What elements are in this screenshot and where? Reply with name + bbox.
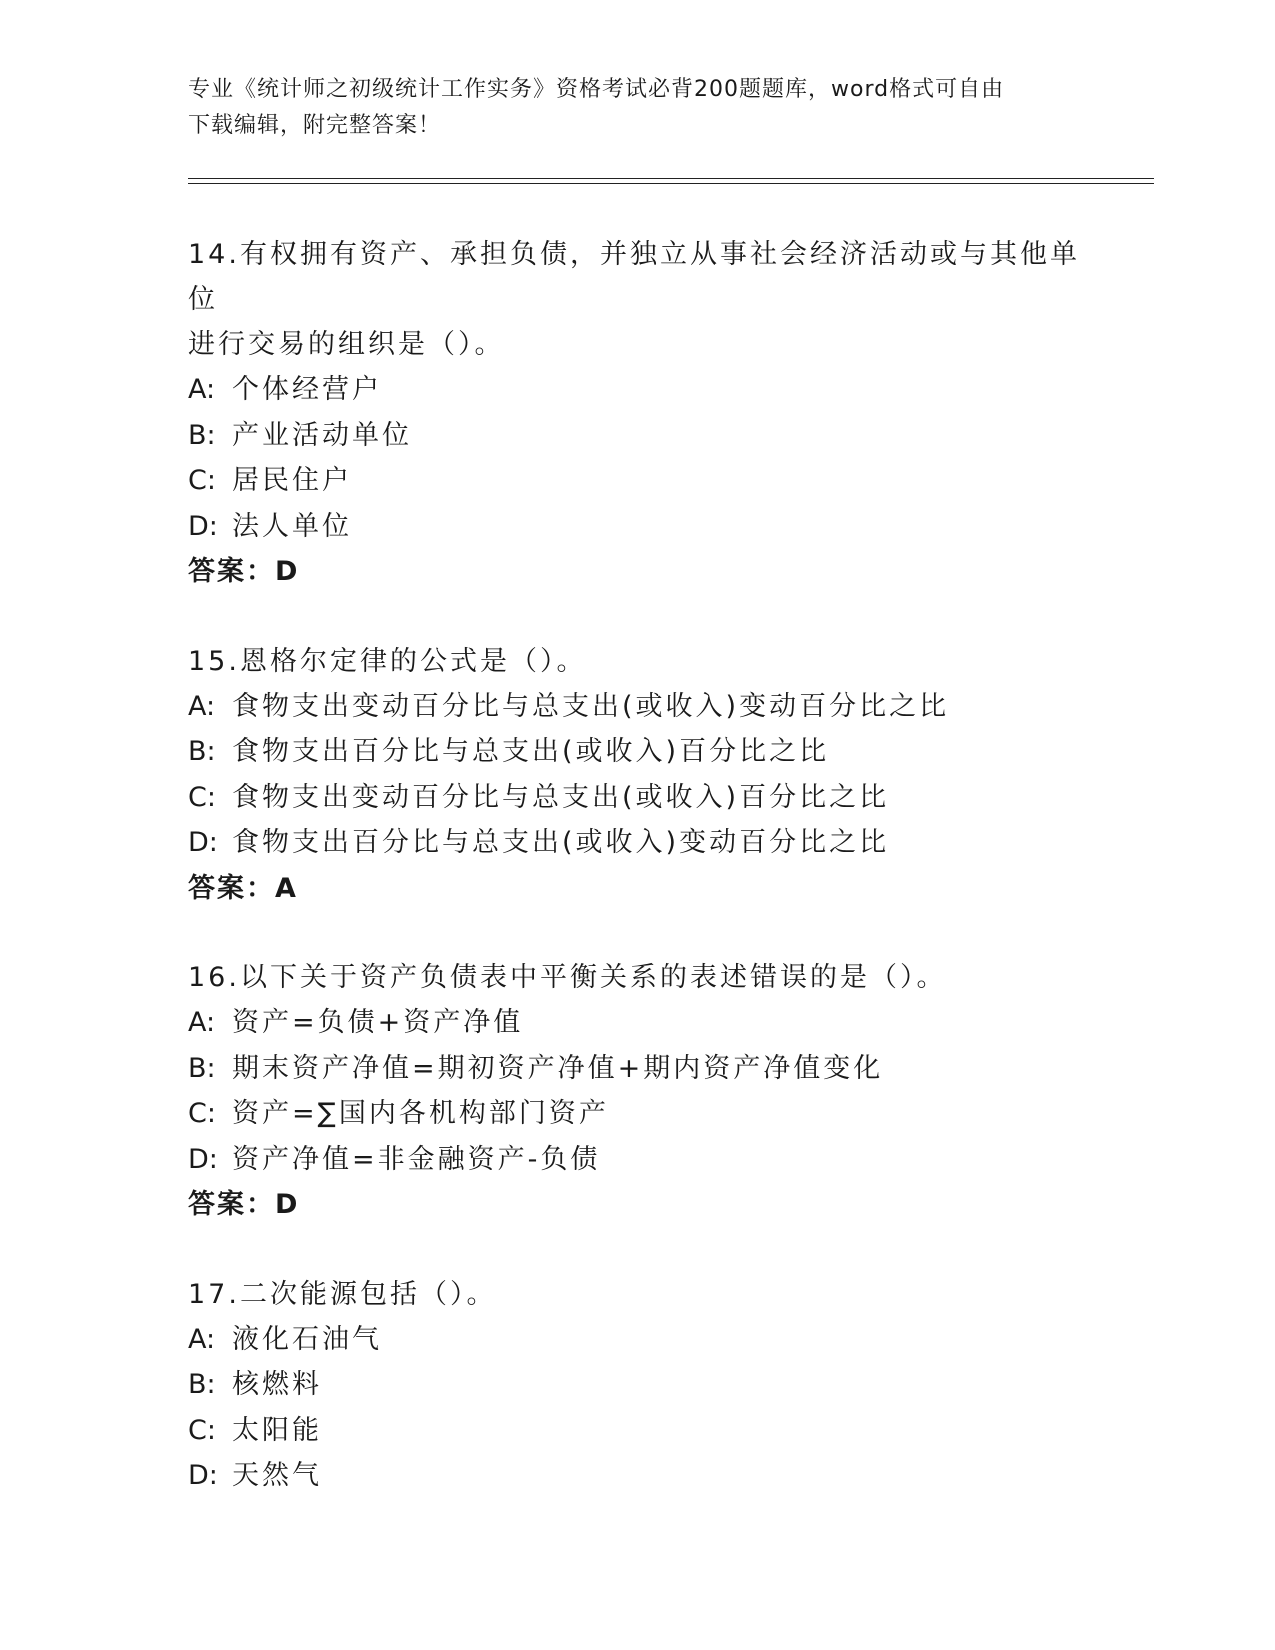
option-key: A: [188, 690, 216, 722]
option-a [188, 684, 1108, 730]
question-stem-line: 16.以下关于资产负债表中平衡关系的表述错误的是（）。 [188, 962, 947, 993]
answer-line: 答案：A [188, 872, 298, 904]
option-text: 资产=∑国内各机构部门资产 [232, 1098, 609, 1129]
option-d [188, 820, 1108, 866]
option-key: A: [188, 1323, 216, 1355]
option-text: 液化石油气 [232, 1323, 382, 1355]
option-b [188, 729, 1108, 775]
option-text: 食物支出百分比与总支出(或收入)百分比之比 [232, 736, 830, 767]
answer-line: 答案：D [188, 1189, 300, 1220]
option-key: A: [188, 1007, 216, 1038]
option-key: D: [188, 1460, 218, 1491]
option-a [188, 1317, 1108, 1363]
option-text: 天然气 [232, 1460, 322, 1491]
option-text: 食物支出变动百分比与总支出(或收入)百分比之比 [232, 781, 890, 813]
option-key: D: [188, 510, 218, 542]
option-a [188, 1000, 1108, 1046]
option-b [188, 1046, 1108, 1092]
option-text: 食物支出变动百分比与总支出(或收入)变动百分比之比 [232, 690, 950, 722]
option-c [188, 775, 1108, 821]
question-stem-line: 17.二次能源包括（）。 [188, 1278, 497, 1310]
option-text: 核燃料 [232, 1369, 322, 1400]
option-key: C: [188, 465, 216, 496]
option-c [188, 1091, 1108, 1137]
option-text: 法人单位 [232, 510, 352, 542]
option-key: B: [188, 1052, 216, 1084]
option-key: B: [188, 419, 216, 451]
question-17 [188, 1272, 1108, 1499]
option-c [188, 1408, 1108, 1454]
option-key: B: [188, 1369, 216, 1400]
option-key: C: [188, 781, 216, 813]
option-a [188, 367, 1108, 413]
option-text: 居民住户 [232, 465, 352, 496]
option-d [188, 1453, 1108, 1499]
question-16 [188, 955, 1108, 1228]
option-text: 期末资产净值=期初资产净值+期内资产净值变化 [232, 1052, 884, 1084]
question-14 [188, 232, 1108, 595]
header-line-2: 下载编辑，附完整答案！ [188, 113, 442, 138]
option-key: A: [188, 374, 216, 405]
option-c [188, 458, 1108, 504]
option-b [188, 1362, 1108, 1408]
option-text: 资产=负债+资产净值 [232, 1007, 524, 1038]
question-stem-line: 进行交易的组织是（）。 [188, 329, 505, 360]
option-text: 太阳能 [232, 1414, 322, 1446]
header-divider-bottom [188, 183, 1154, 184]
document-header [188, 72, 1088, 144]
header-divider-top [188, 178, 1154, 179]
question-15 [188, 639, 1108, 912]
option-text: 个体经营户 [232, 374, 382, 405]
option-key: B: [188, 736, 216, 767]
option-b [188, 413, 1108, 459]
option-d [188, 504, 1108, 550]
question-list [188, 232, 1108, 1543]
question-stem-line: 15.恩格尔定律的公式是（）。 [188, 645, 587, 677]
option-text: 产业活动单位 [232, 419, 412, 451]
question-stem-line: 14.有权拥有资产、承担负债，并独立从事社会经济活动或与其他单位 [188, 239, 1080, 315]
header-line-1: 专业《统计师之初级统计工作实务》资格考试必背200题题库，word格式可自由 [188, 77, 1005, 102]
option-key: C: [188, 1414, 216, 1446]
option-text: 资产净值=非金融资产-负债 [232, 1143, 601, 1175]
option-d [188, 1137, 1108, 1183]
option-text: 食物支出百分比与总支出(或收入)变动百分比之比 [232, 827, 890, 858]
option-key: D: [188, 1143, 218, 1175]
answer-line: 答案：D [188, 556, 300, 587]
option-key: D: [188, 827, 218, 858]
option-key: C: [188, 1098, 216, 1129]
